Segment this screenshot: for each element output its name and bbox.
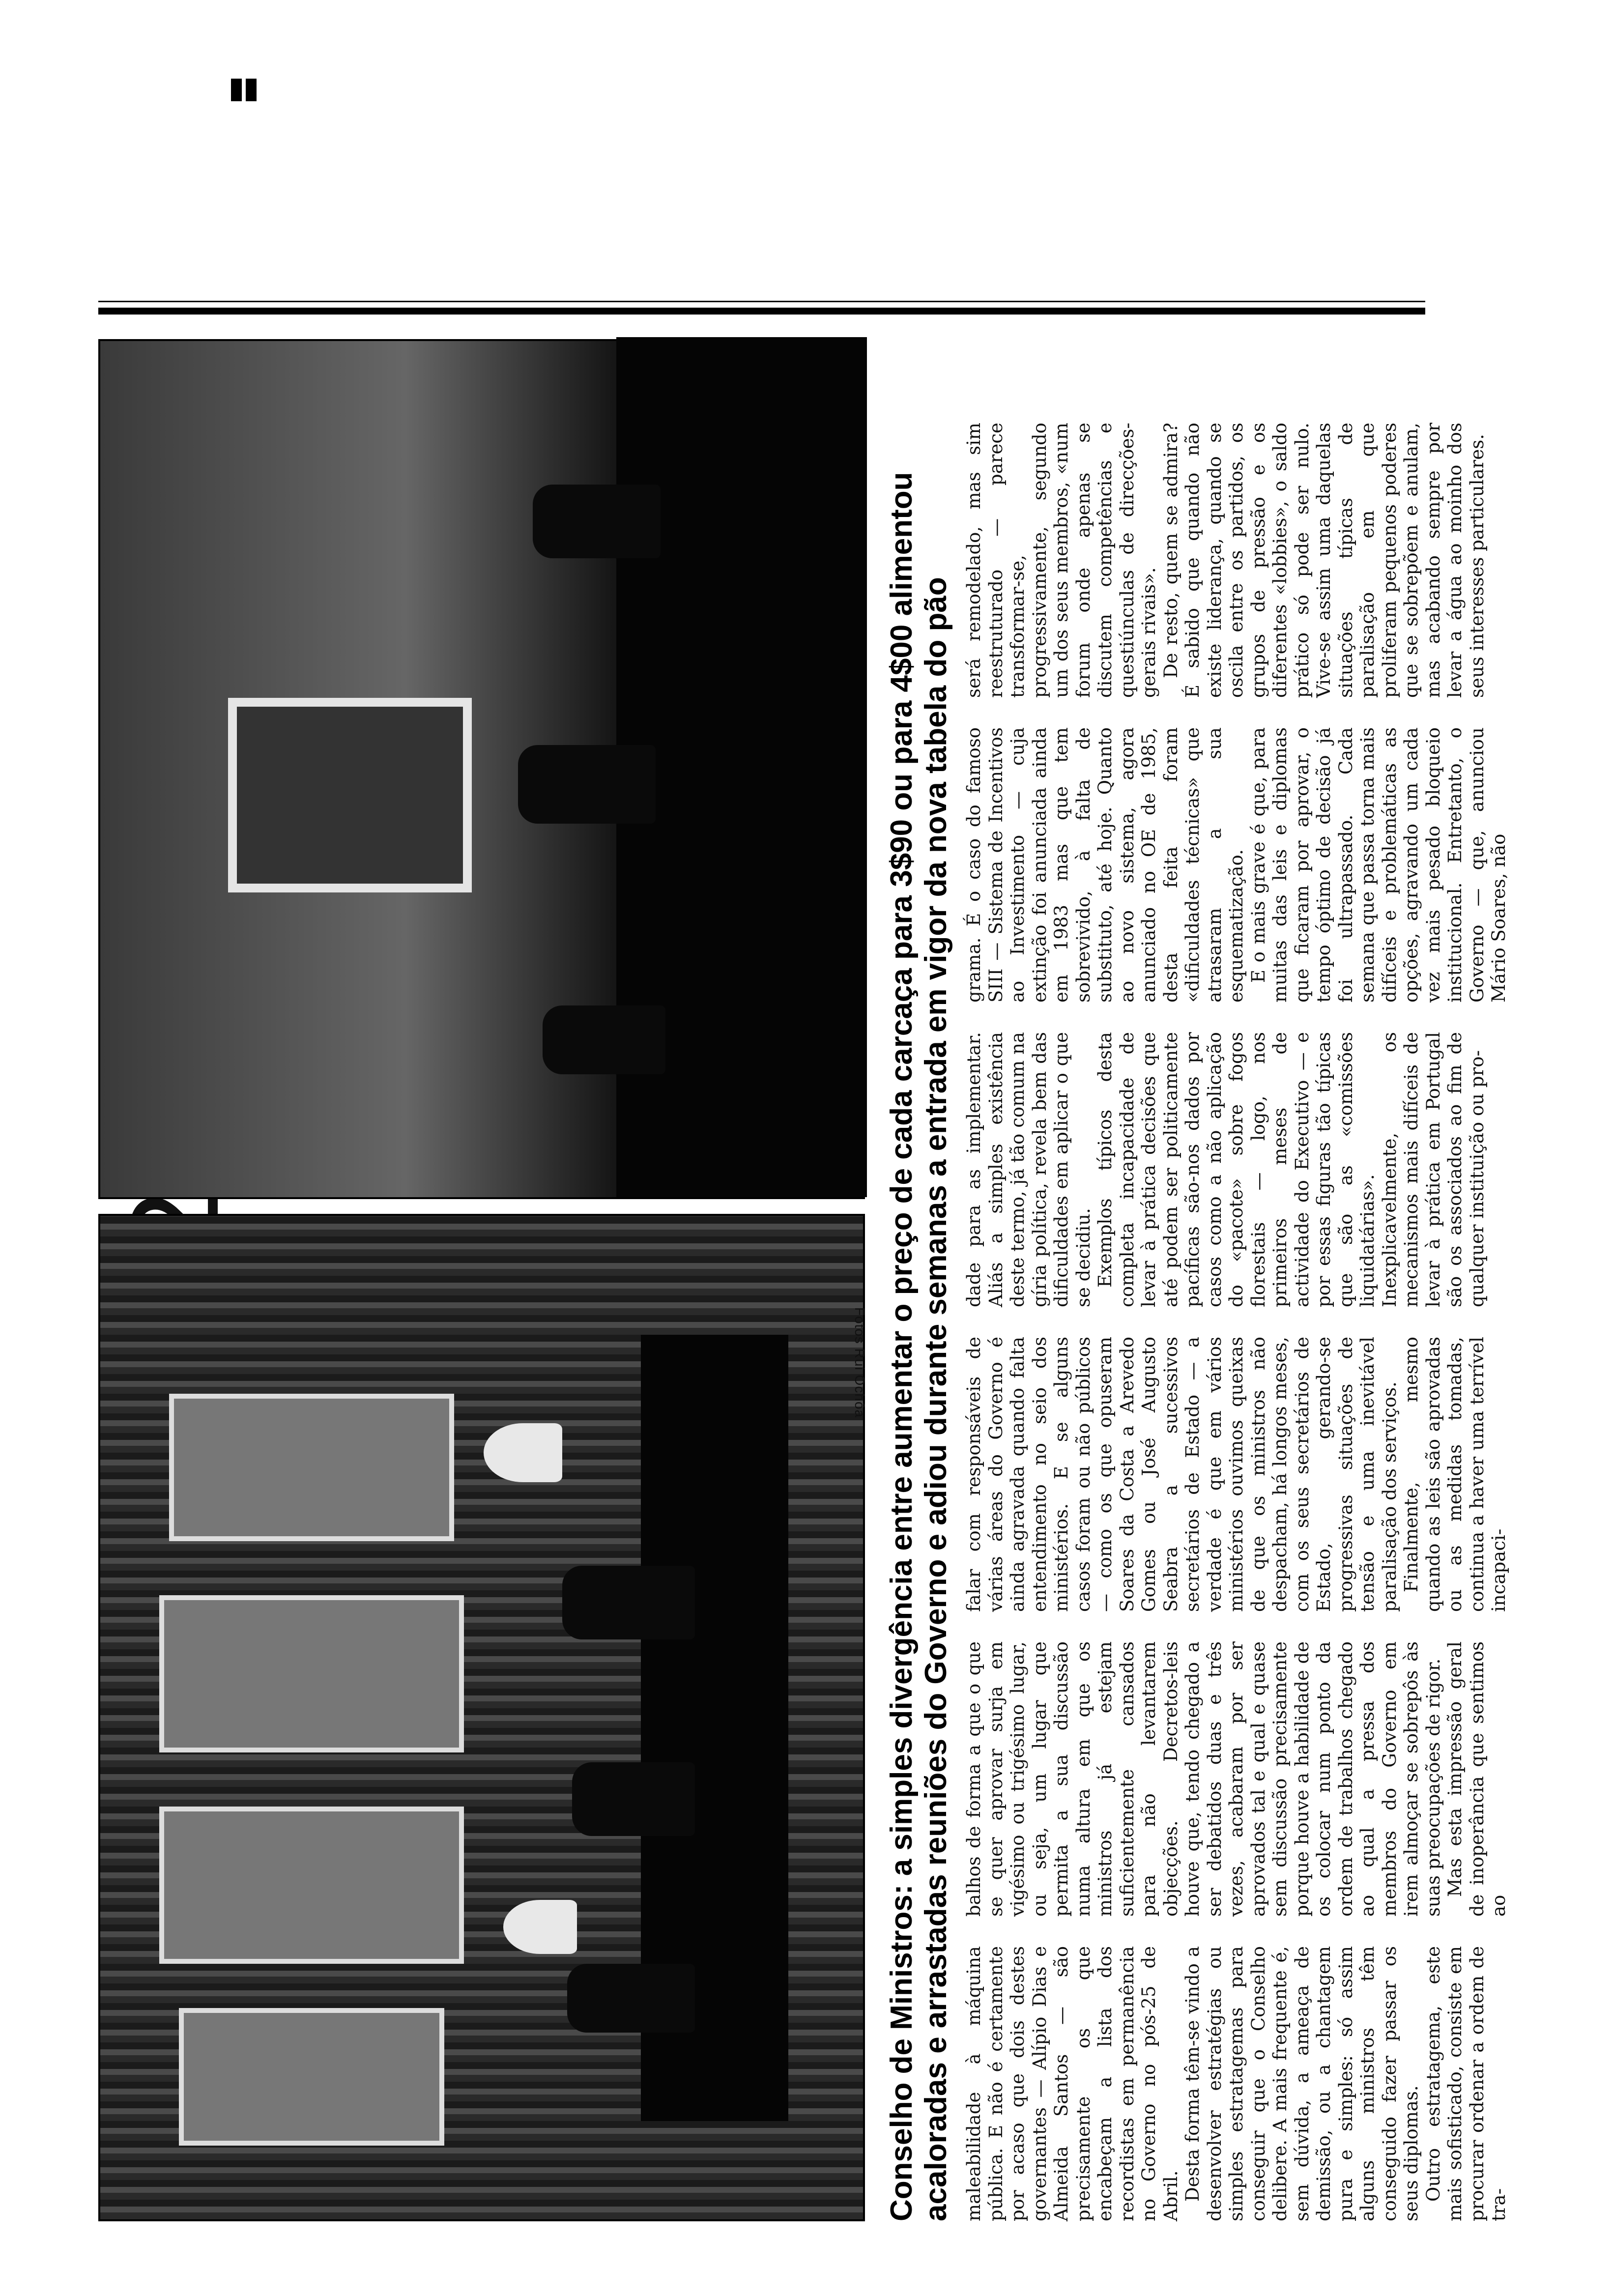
paragraph: Exemplos típicos desta completa incapacidade de levar à prática decisões que até podem ser politicamente pacíficas são-nos dados por casos como a não aplicação do «pacote» sobre fogos florestais — logo, nos primeiros meses de actividade do Executivo — e por essas figuras tão típicas que são as «comissões liquidatárias». Inexplicavelmente, os mecanismos mais difíceis de levar à prática em Portugal são os associados ao fim de qualquer instituição ou pro- [1094, 1032, 1488, 1307]
photo-credit: Fotos Rui Ochôa [852, 1307, 867, 1418]
paragraph: balhos de forma a que o que se quer aprovar surja em vigésimo ou trigésimo lugar, ou seja, um lugar que permita a sua discussão numa altura em que os ministros já estejam suficientemente cansados para não levantarem objecções. Decretos-leis houve que, tendo chegado a ser debatidos duas e três vezes, acabaram por ser aprovados tal e qual e quase sem discussão precisamente porque houve a habilidade de os colocar num ponto da ordem de trabalhos chegado ao qual a pressa dos membros do Governo em irem almoçar se sobrepôs às suas preocupações de rigor. [963, 1641, 1444, 1917]
minister-figure [567, 1964, 695, 2033]
registration-mark-right [231, 79, 242, 101]
paragraph: dade para as implementar. Aliás a simples existência deste termo, já tão comum na gíria política, revela bem das dificuldades em aplicar o que se decidiu. [963, 1032, 1094, 1307]
article-column-4 [963, 1032, 1488, 1307]
paragraph: Finalmente, mesmo quando as leis são aprovadas ou as medidas tomadas, continua a haver uma terrível incapaci- [1401, 1337, 1509, 1612]
article-column-3 [963, 1337, 1509, 1612]
paragraph: De resto, quem se admira? É sabido que quando não existe liderança, quando se oscila entre os partidos, os grupos de pressão e os diferentes «lobbies», o saldo prático só pode ser nulo. Vive-se assim uma daquelas situações típicas de paralisação em que proliferam pequenos poderes que se sobrepõem e anulam, mas acabando sempre por levar a água ao moinho dos seus interesses particulares. [1160, 423, 1488, 698]
photo-caption: Conselho de Ministros: a simples divergência entre aumentar o preço de cada carcaça para 3$90 ou para 4$00 alimentou acaloradas e arrastadas reuniões do Governo e adiou durante semanas a entrada em vigor da nova tabela do pão [885, 472, 953, 2221]
photo-council-room-right [98, 339, 865, 1199]
window [169, 1394, 454, 1541]
lamp [484, 1423, 562, 1482]
paragraph: maleabilidade à máquina pública. E não é certamente por acaso que dois destes governantes — Alípio Dias e Almeida Santos — são precisamente os que encabeçam a lista dos recordistas em permanência no Governo no pós-25 de Abril. [963, 1946, 1181, 2221]
paragraph: grama. É o caso do famoso SIII — Sistema de Incentivos ao Investimento — cuja extinção foi anunciada ainda em 1983 mas que tem sobrevivido, à falta de substituto, até hoje. Quanto ao novo sistema, agora anunciado no OE de 1985, desta feita foram «dificuldades técnicas» que atrasaram a sua esquematização. [963, 727, 1247, 1003]
minister-figure [572, 1762, 695, 1836]
registration-mark-right-2 [246, 79, 257, 101]
article-column-2 [963, 1641, 1509, 1917]
window [159, 1595, 464, 1752]
paragraph: falar com responsáveis de várias áreas do Governo é ainda agravada quando falta entendimento no seio dos ministérios. E se alguns casos foram ou não públicos — como os que opuseram Soares da Costa a Arevedo Gomes ou José Augusto Seabra a sucessivos secretários de Estado — a verdade é que em vários ministérios ouvimos queixas de que os ministros não despacham, há longos meses, com os seus secretários de Estado, gerando-se progressivas situações de tensão e uma inevitável paralisação dos serviços. [963, 1337, 1400, 1612]
minister-figure [543, 1005, 665, 1074]
article-column-6 [963, 423, 1488, 698]
paragraph: Desta forma têm-se vindo a desenvolver estratégias ou simples estratagemas para conseguir que o Conselho delibere. A mais frequente é, sem dúvida, a ameaça de demissão, ou a chantagem pura e simples: só assim alguns ministros têm conseguido fazer passar os seus diplomas. [1182, 1946, 1422, 2221]
paragraph: será remodelado, mas sim reestruturado — parece transformar-se, progressivamente, segundo um dos seus membros, «num forum onde apenas se discutem competências e questiúnculas de direcções-gerais rivais». [963, 423, 1159, 698]
article-column-5 [963, 727, 1509, 1003]
article-body [963, 108, 1509, 2221]
wall-painting [228, 698, 472, 892]
paragraph: Mas esta impressão geral de inoperância que sentimos ao [1444, 1641, 1509, 1917]
minister-figure [562, 1566, 695, 1639]
paragraph: Outro estratagema, este mais sofisticado, consiste em procurar ordenar a ordem de tra- [1422, 1946, 1509, 2221]
window [159, 1807, 464, 1964]
minister-figure [533, 485, 661, 558]
photo-council-room-left [98, 1214, 865, 2221]
lamp [503, 1900, 577, 1954]
minister-figure [518, 745, 656, 824]
window [179, 2008, 444, 2146]
newspaper-clipping [98, 108, 1509, 2221]
article-column-1 [963, 1946, 1509, 2221]
paragraph: E o mais grave é que, para muitas das leis e diplomas que ficaram por aprovar, o tempo óptimo de decisão já foi ultrapassado. Cada semana que passa torna mais difíceis e problemáticas as opções, agravando um cada vez mais pesado bloqueio institucional. Entretanto, o Governo — que, anunciou Mário Soares, não [1247, 727, 1509, 1003]
